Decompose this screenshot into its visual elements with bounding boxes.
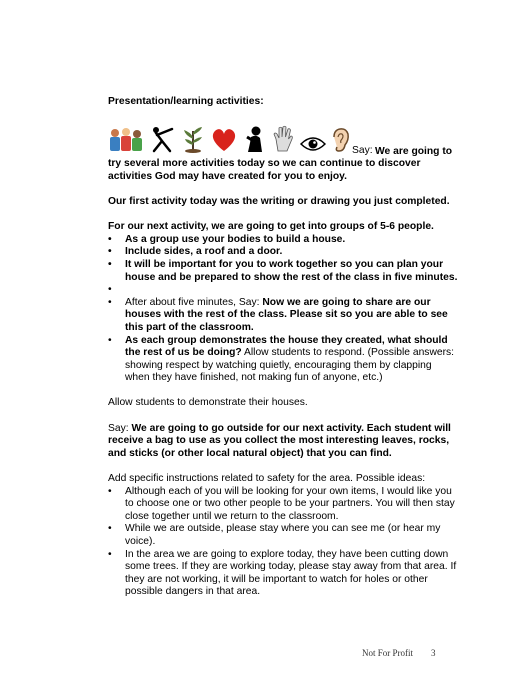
intro-text: We are going to try several more activities today so we can continue to discover activities God may have created for you to enjoy. (108, 145, 453, 182)
list-item-empty (108, 284, 458, 297)
ear-icon (332, 127, 350, 158)
intro-say-label: Say: (352, 145, 373, 156)
praying-person-icon (244, 125, 266, 158)
page-footer (362, 648, 436, 658)
document-body (108, 96, 458, 612)
section-heading: Presentation/learning activities: (108, 96, 264, 107)
eye-icon (300, 135, 326, 158)
stretching-person-icon (150, 125, 176, 158)
list-item: • It will be important for you to work together so you can plan your house and be prepared to show the rest of the class in five minutes. (108, 259, 458, 284)
footer-text: Not For Profit (362, 648, 414, 658)
safety-paragraph: Add specific instructions related to safety for the area. Possible ideas: (108, 473, 426, 485)
demonstrate-paragraph: Allow students to demonstrate their houses. (108, 397, 308, 409)
list-item: • Although each of you will be looking for your own items, I would like you to choose one or two other people to be your partners. You will then stay close together until we return to the classroom. (108, 486, 458, 524)
group-icon (108, 127, 144, 158)
heart-icon (210, 127, 238, 158)
list-item: • As each group demonstrates the house they created, what should the rest of us be doing? Allow students to respond. (Possible answers: showing respect by watching quietly, encouraging them by clapping when they have finished, not making fun of anyone, etc.) (108, 335, 458, 385)
safety-ideas-list (108, 486, 458, 599)
list-item: • In the area we are going to explore today, they have been cutting down some trees. If they are working today, please stay away from that area. If they are not working, it will be important to watch for holes or other possible dangers in that area. (108, 549, 458, 599)
outside-activity-paragraph: Say: We are going to go outside for our next activity. Each student will receive a bag to use as you collect the most interesting leaves, rocks, and sticks (or other local natural object) that you can find. (108, 422, 451, 459)
hand-icon (272, 125, 294, 158)
list-item: • Include sides, a roof and a door. (108, 246, 458, 259)
page-number: 3 (431, 648, 436, 658)
first-activity-paragraph: Our first activity today was the writing or drawing you just completed. (108, 195, 450, 207)
group-instructions-list (108, 234, 458, 385)
list-item: • While we are outside, please stay where you can see me (or hear my voice). (108, 523, 458, 548)
list-item: • As a group use your bodies to build a house. (108, 234, 458, 247)
list-item: • After about five minutes, Say: Now we are going to share are our houses with the rest of the class. Please sit so you are able to see this part of the classroom. (108, 297, 458, 335)
next-activity-paragraph: For our next activity, we are going to get into groups of 5-6 people. (108, 221, 434, 233)
sprout-icon (182, 125, 204, 158)
